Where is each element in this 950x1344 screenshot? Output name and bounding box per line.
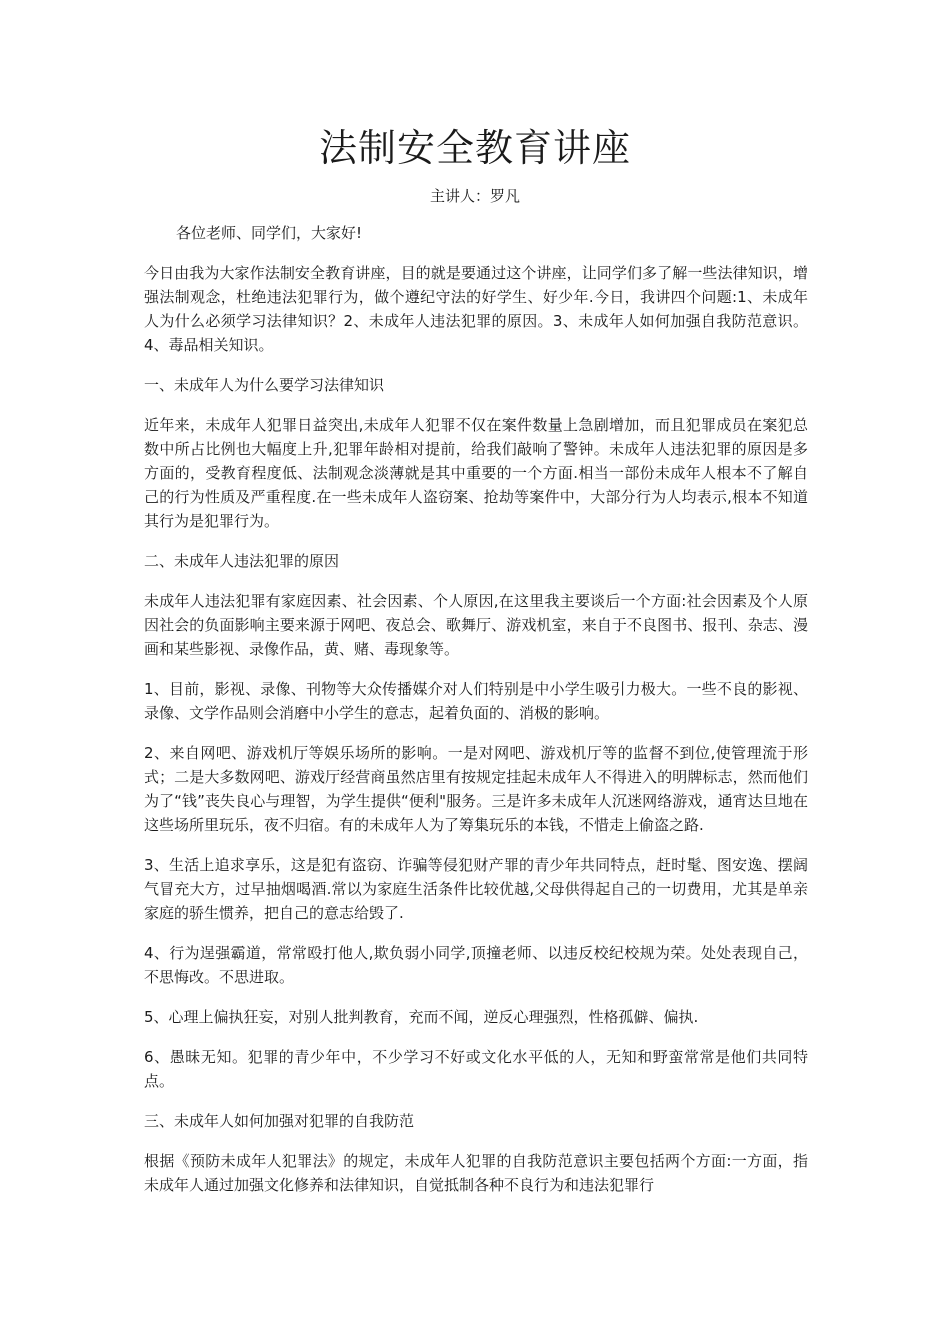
document-title: 法制安全教育讲座 (318, 126, 631, 170)
document-body (144, 221, 808, 1213)
section-heading-3: 三、未成年人如何加强对犯罪的自我防范 (144, 1112, 415, 1130)
paragraph: 根据《预防未成年人犯罪法》的规定，未成年人犯罪的自我防范意识主要包括两个方面:一方面，指未成年人通过加强文化修养和法律知识，自觉抵制各种不良行为和违法犯罪行 (144, 1152, 808, 1194)
list-item: 6、愚昧无知。犯罪的青少年中，不少学习不好或文化水平低的人，无知和野蛮常常是他们共同特点。 (144, 1048, 808, 1090)
list-item: 1、目前，影视、录像、刊物等大众传播媒介对人们特别是中小学生吸引力极大。一些不良的影视、录像、文学作品则会消磨中小学生的意志，起着负面的、消极的影响。 (144, 680, 808, 722)
list-item: 4、行为逞强霸道，常常殴打他人,欺负弱小同学,顶撞老师、以违反校纪校规为荣。处处表现自己，不思悔改。不思进取。 (144, 944, 808, 986)
section-heading-2: 二、未成年人违法犯罪的原因 (144, 552, 340, 570)
list-item: 5、心理上偏执狂妄，对别人批判教育，充而不闻，逆反心理强烈，性格孤僻、偏执. (144, 1008, 699, 1026)
list-item: 3、生活上追求享乐，这是犯有盗窃、诈骗等侵犯财产罪的青少年共同特点，赶时髦、图安逸、摆阔气冒充大方，过早抽烟喝酒.常以为家庭生活条件比较优越,父母供得起自己的一切费用，尤其是单亲家庭的骄生惯养，把自己的意志给毁了. (144, 856, 808, 922)
intro-paragraph: 今日由我为大家作法制安全教育讲座，目的就是要通过这个讲座，让同学们多了解一些法律知识，增强法制观念，杜绝违法犯罪行为，做个遵纪守法的好学生、好少年.今日，我讲四个问题:1、未成年人为什么必须学习法律知识？2、未成年人违法犯罪的原因。3、未成年人如何加强自我防范意识。4、毒品相关知识。 (144, 264, 808, 354)
greeting: 各位老师、同学们，大家好! (176, 224, 363, 242)
list-item: 2、来自网吧、游戏机厅等娱乐场所的影响。一是对网吧、游戏机厅等的监督不到位,使管理流于形式；二是大多数网吧、游戏厅经营商虽然店里有按规定挂起未成年人不得进入的明牌标志，然而他们为了“钱”丧失良心与理智，为学生提供“便利"服务。三是许多未成年人沉迷网络游戏，通宵达旦地在这些场所里玩乐，夜不归宿。有的未成年人为了筹集玩乐的本钱，不惜走上偷盗之路. (144, 744, 808, 834)
presenter-line: 主讲人：罗凡 (429, 187, 520, 205)
section-heading-1: 一、未成年人为什么要学习法律知识 (144, 376, 385, 394)
paragraph: 未成年人违法犯罪有家庭因素、社会因素、个人原因,在这里我主要谈后一个方面:社会因素及个人原因社会的负面影响主要来源于网吧、夜总会、歌舞厅、游戏机室，来自于不良图书、报刊、杂志、漫画和某些影视、录像作品，黄、赌、毒现象等。 (144, 592, 808, 658)
paragraph: 近年来，未成年人犯罪日益突出,未成年人犯罪不仅在案件数量上急剧增加，而且犯罪成员在案犯总数中所占比例也大幅度上升,犯罪年龄相对提前，给我们敲响了警钟。未成年人违法犯罪的原因是多方面的，受教育程度低、法制观念淡薄就是其中重要的一个方面.相当一部份未成年人根本不了解自己的行为性质及严重程度.在一些未成年人盗窃案、抢劫等案件中，大部分行为人均表示,根本不知道其行为是犯罪行为。 (144, 416, 808, 530)
